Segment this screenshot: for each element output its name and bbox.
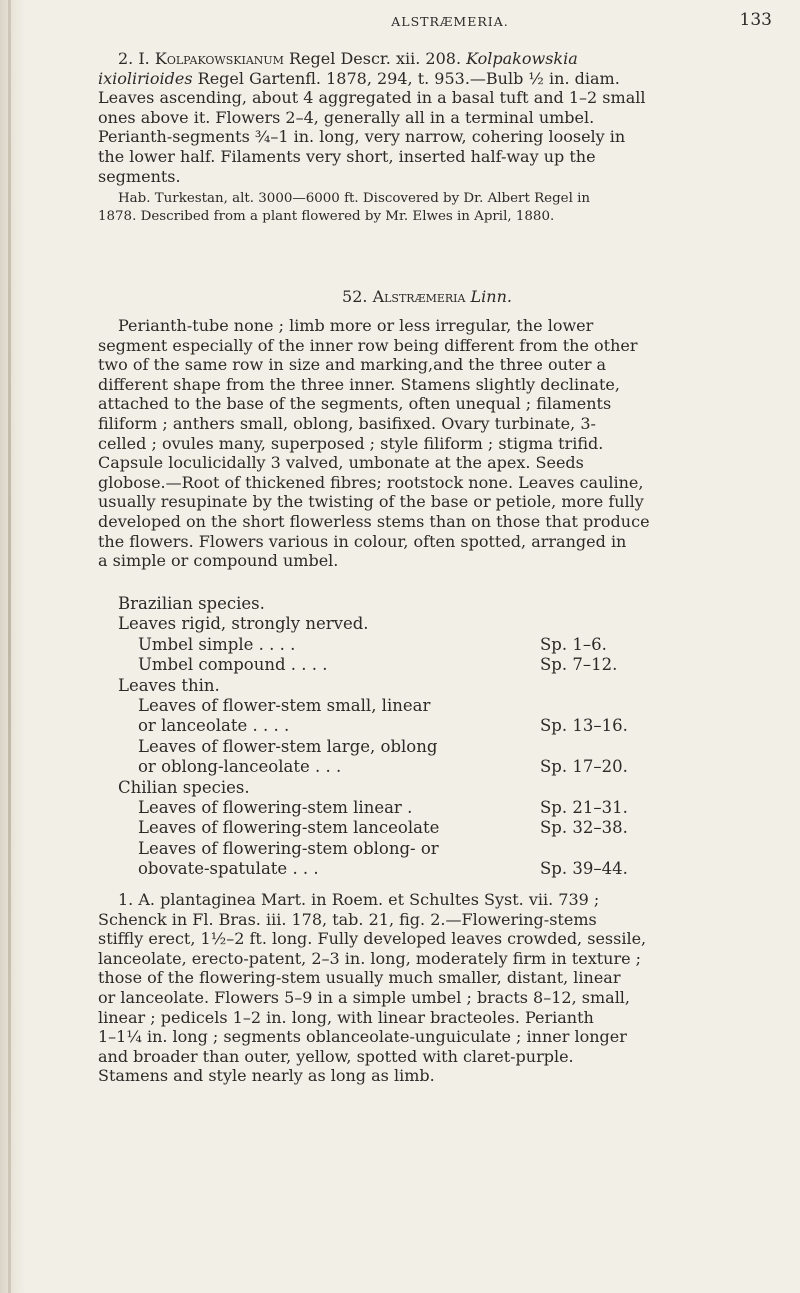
synonym-genus: Kolpakowskia (466, 49, 578, 68)
species-1-line: 1–1¼ in. long ; segments oblanceolate-unguiculate ; inner longer (98, 1027, 627, 1047)
key-row: Umbel compound . . . . Sp. 7–12. (138, 655, 618, 675)
key-row: or oblong-lanceolate . . . Sp. 17–20. (138, 757, 628, 777)
species-1-line: or lanceolate. Flowers 5–9 in a simple umbel ; bracts 8–12, small, (98, 987, 631, 1007)
page-gutter (0, 0, 26, 1293)
description-line: filiform ; anthers small, oblong, basifixed. Ovary turbinate, 3- (98, 413, 596, 433)
species-1-entry (98, 890, 756, 1086)
key-row: Umbel simple . . . . Sp. 1–6. (138, 634, 607, 654)
species-2-line: ones above it. Flowers 2–4, generally all in a terminal umbel. (98, 107, 595, 127)
binding-edge (8, 0, 11, 1293)
genus-heading: 52. Alstræmeria Linn. (342, 287, 512, 306)
species-1-line: 1. A. plantaginea Mart. in Roem. et Schultes Syst. vii. 739 ; (118, 890, 600, 909)
description-line: developed on the short flowerless stems than on those that produce (98, 511, 650, 531)
species-1-line: and broader than outer, yellow, spotted with claret-purple. (98, 1046, 574, 1066)
description-line: attached to the base of the segments, often unequal ; filaments (98, 394, 612, 414)
running-head: ALSTRÆMERIA. (391, 14, 509, 29)
key-row: obovate-spatulate . . . Sp. 39–44. (138, 859, 628, 879)
habitat-note: 1878. Described from a plant flowered by Mr. Elwes in April, 1880. (98, 209, 555, 225)
description-line: Capsule loculicidally 3 valved, umbonate at the apex. Seeds (98, 453, 584, 473)
genus-name: Alstræmeria (372, 287, 466, 306)
key-row: Leaves of flowering-stem oblong- or (138, 838, 439, 858)
key-row: Brazilian species. (118, 594, 265, 613)
key-row: Leaves rigid, strongly nerved. (118, 614, 369, 634)
key-row: Leaves of flower-stem large, oblong (138, 736, 438, 756)
description-line: a simple or compound umbel. (98, 551, 339, 571)
species-key (118, 594, 738, 879)
species-1-line: Stamens and style nearly as long as limb. (98, 1066, 435, 1086)
key-row: Chilian species. (118, 777, 250, 797)
species-1-line: lanceolate, erecto-patent, 2–3 in. long, moderately firm in texture ; (98, 948, 642, 968)
page-number: 133 (739, 10, 772, 30)
key-row: or lanceolate . . . . Sp. 13–16. (138, 716, 628, 736)
species-name: Kolpakowskianum (154, 49, 284, 68)
species-2-line: segments. (98, 166, 181, 186)
genus-authority: Linn. (470, 287, 512, 306)
species-1-line: those of the flowering-stem usually much smaller, distant, linear (98, 968, 621, 988)
species-2-line: Leaves ascending, about 4 aggregated in a basal tuft and 1–2 small (98, 88, 646, 108)
description-line: celled ; ovules many, superposed ; style filiform ; stigma trifid. (98, 433, 604, 453)
species-2-line: the lower half. Filaments very short, inserted half-way up the (98, 146, 596, 166)
species-2-entry (98, 49, 756, 226)
key-row: Leaves of flowering-stem lanceolate Sp. 32–38. (138, 818, 628, 838)
habitat-note: Hab. Turkestan, alt. 3000—6000 ft. Discovered by Dr. Albert Regel in (118, 191, 591, 207)
description-line: usually resupinate by the twisting of the base or petiole, more fully (98, 492, 644, 512)
species-1-line: linear ; pedicels 1–2 in. long, with linear bracteoles. Perianth (98, 1007, 594, 1027)
key-row: Leaves thin. (118, 675, 220, 695)
species-2-line: 2. I. Kolpakowskianum Regel Descr. xii. 208. Kolpakowskia (118, 49, 578, 68)
description-line: segment especially of the inner row being different from the other (98, 335, 638, 355)
description-line: the flowers. Flowers various in colour, often spotted, arranged in (98, 531, 627, 551)
key-row: Leaves of flowering-stem linear . Sp. 21–31. (138, 797, 628, 817)
species-1-line: stiffly erect, 1½–2 ft. long. Fully developed leaves crowded, sessile, (98, 929, 647, 949)
key-row: Leaves of flower-stem small, linear (138, 695, 431, 715)
description-line: two of the same row in size and marking,and the three outer a (98, 355, 607, 375)
description-line: different shape from the three inner. Stamens slightly declinate, (98, 374, 620, 394)
species-1-line: Schenck in Fl. Bras. iii. 178, tab. 21, fig. 2.—Flowering-stems (98, 909, 597, 929)
species-2-line: ixiolirioides Regel Gartenfl. 1878, 294, t. 953.—Bulb ½ in. diam. (98, 68, 620, 88)
description-line: globose.—Root of thickened fibres; rootstock none. Leaves cauline, (98, 472, 644, 492)
species-2-line: Perianth-segments ¾–1 in. long, very narrow, cohering loosely in (98, 127, 626, 147)
description-line: Perianth-tube none ; limb more or less irregular, the lower (118, 316, 594, 335)
genus-description (98, 316, 756, 571)
